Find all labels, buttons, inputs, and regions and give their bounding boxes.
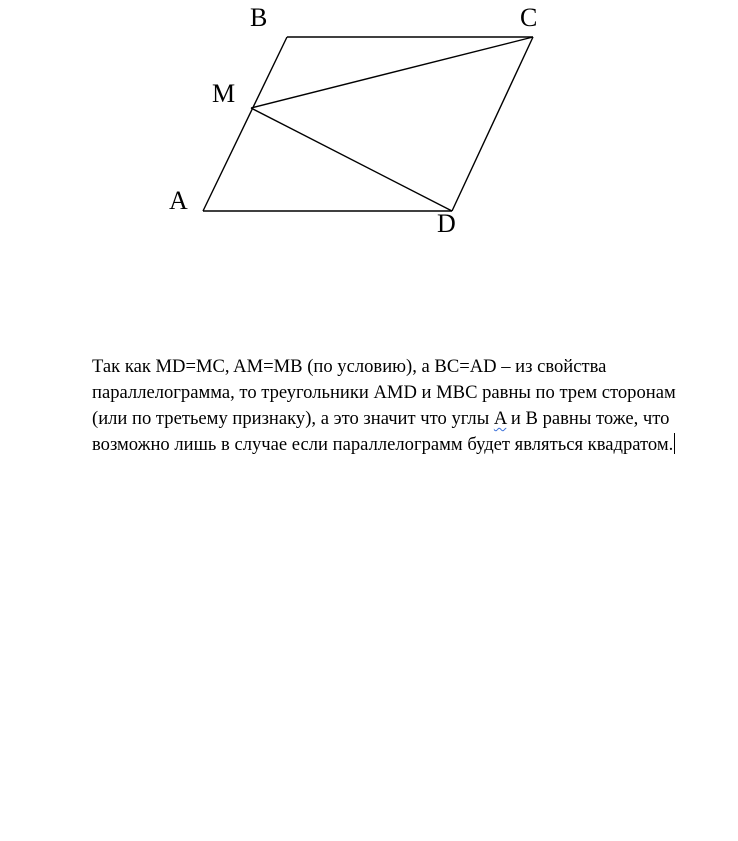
text-line-3-start: (или по третьему признаку), а это значит что углы xyxy=(92,408,490,429)
label-a: A xyxy=(169,186,188,215)
label-c: C xyxy=(520,3,538,32)
label-d: D xyxy=(437,209,456,238)
text-line-2: параллелограмма, то треугольники AMD и MBC равны по трем сторонам xyxy=(92,382,676,403)
side-ab xyxy=(203,37,287,211)
text-line-3 xyxy=(92,406,722,432)
text-line-3-end: и B равны тоже, что xyxy=(506,408,670,429)
segment-mc xyxy=(251,37,533,108)
solution-text[interactable] xyxy=(92,354,722,458)
side-cd xyxy=(452,37,533,211)
parallelogram-figure xyxy=(0,0,738,250)
label-m: M xyxy=(212,79,236,108)
label-b: B xyxy=(250,3,268,32)
text-line-4-content: возможно лишь в случае если параллелограмм будет являться квадратом. xyxy=(92,434,674,455)
text-line-1: Так как MD=MC, AM=MB (по условию), а BC=AD – из свойства xyxy=(92,356,607,377)
segment-md xyxy=(251,108,452,211)
text-cursor xyxy=(674,433,675,454)
text-line-4 xyxy=(92,432,722,458)
spellcheck-angle-a[interactable]: A xyxy=(493,408,507,429)
